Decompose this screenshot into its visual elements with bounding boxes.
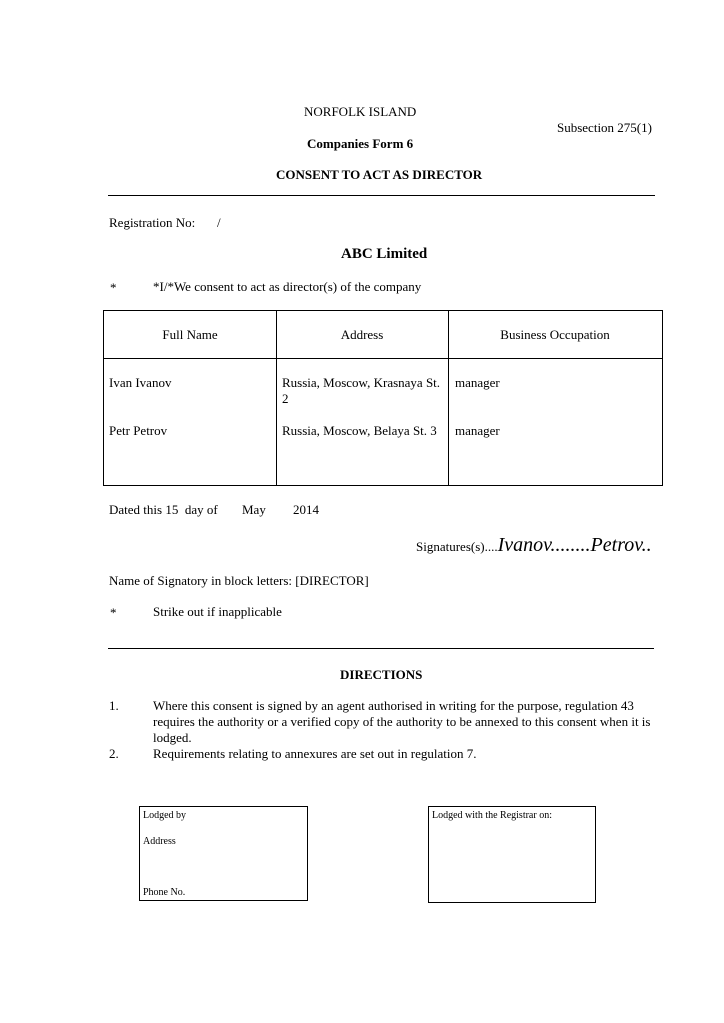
lodged-address-label: Address xyxy=(143,836,176,847)
signatures-label: Signatures(s).... xyxy=(416,539,498,554)
registrar-label: Lodged with the Registrar on: xyxy=(432,810,552,821)
strike-marker: * xyxy=(110,605,117,620)
row-2-name: Petr Petrov xyxy=(109,423,168,438)
header-business-occupation: Business Occupation xyxy=(500,327,610,342)
registration-label: Registration No: xyxy=(109,215,196,230)
lodged-phone-label: Phone No. xyxy=(143,887,186,898)
directions-title: DIRECTIONS xyxy=(340,667,423,682)
company-name: ABC Limited xyxy=(341,246,428,262)
registration-value: / xyxy=(217,215,221,230)
row-1-occupation: manager xyxy=(455,375,500,390)
lodged-by-box xyxy=(139,806,308,901)
lodged-by-label: Lodged by xyxy=(143,810,187,821)
direction-1-number: 1. xyxy=(109,698,119,713)
direction-2-number: 2. xyxy=(109,746,119,761)
consent-text: *I/*We consent to act as director(s) of the company xyxy=(153,279,422,294)
directors-table xyxy=(103,310,663,486)
signatures-line xyxy=(416,534,652,557)
header-address: Address xyxy=(340,327,384,342)
dated-month: May xyxy=(242,502,266,517)
row-2-occupation: manager xyxy=(455,423,500,438)
form-title: CONSENT TO ACT AS DIRECTOR xyxy=(276,167,483,182)
registrar-box xyxy=(428,806,596,903)
row-1-address: Russia, Moscow, Krasnaya St. 2 xyxy=(282,375,441,406)
directions-divider xyxy=(108,648,654,649)
jurisdiction: NORFOLK ISLAND xyxy=(304,104,417,119)
header-full-name: Full Name xyxy=(162,327,218,342)
dated-year: 2014 xyxy=(293,502,319,517)
header-divider xyxy=(108,195,655,196)
dated-prefix: Dated this 15 day of xyxy=(109,502,218,517)
signatory-name: Name of Signatory in block letters: [DIRECTOR] xyxy=(109,573,369,588)
subsection-reference: Subsection 275(1) xyxy=(557,120,652,135)
consent-marker: * xyxy=(110,280,117,295)
table-header-divider xyxy=(104,358,662,359)
direction-2-text: Requirements relating to annexures are set out in regulation 7. xyxy=(153,746,477,761)
row-1-name: Ivan Ivanov xyxy=(109,375,172,390)
form-name: Companies Form 6 xyxy=(307,136,414,151)
row-2-address: Russia, Moscow, Belaya St. 3 xyxy=(282,423,437,438)
strike-text: Strike out if inapplicable xyxy=(153,604,282,619)
signatures-value: Ivanov........Petrov.. xyxy=(497,534,652,556)
direction-1-text: Where this consent is signed by an agent authorised in writing for the purpose, regulation 43 requires the authority or a verified copy of the authority to be annexed to this consent when it is lodged. xyxy=(153,698,651,745)
